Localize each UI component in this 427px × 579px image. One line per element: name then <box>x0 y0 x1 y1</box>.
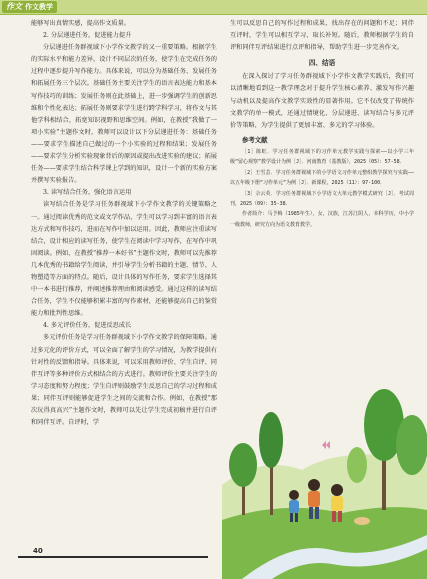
footer-rule <box>18 556 208 558</box>
paragraph: 在深入探讨了学习任务群视域下小学作文教学实践后，我们可以清晰地看到这一教学理念对于提升学生核心素养、激发写作兴趣与动机以及提高作文教学实效性的显著作用。它不仅改变了传统作文教学的单一模式，还通过情境化、分层递进、读写结合与多元评价等策略，为学生提供了更加丰富、多元的学习体验。 <box>230 73 414 129</box>
paragraph: 多元评价任务是学习任务群视域下小学作文教学的保障策略。通过多元化的评价方式，可以全面了解学生的学习情况，为教学提供有针对性的反馈和指导。具体来说，可以采用教师评价、学生自评、同伴互评等多种评价方式相结合的方式进行。教师评价主要关注学生的学习态度和努力程度；学生自评则鼓励学生反思自己的学习过程和成果；同伴互评则能够促进学生之间的交流和合作。例如，在教授“那次玩得真高兴”主题作文时，教师可以先让学生完成初稿并进行自评和同伴互评。自评时，学 <box>31 334 217 427</box>
header-rule <box>0 14 427 15</box>
column-name: 作文教学 <box>25 3 53 11</box>
paragraph: 生可以反思自己的写作过程和成果，找出存在的问题和不足；同伴互评时，学生可以相互学习、取长补短。随后，教师根据学生的自评和同伴互评结果进行点评和指导，帮助学生进一步完善作文。 <box>230 20 414 52</box>
logo-big-text: 作文 <box>6 2 22 11</box>
references-title: 参考文献 <box>242 135 268 144</box>
reference-item: ［1］陈虹．学习任务群视域下的习作单元教学实践与探索——以小学三年级“留心观察”教学设计为例［J］．河南教育（基教版），2025（05）：57-58． <box>230 148 414 166</box>
author-bio: 作者简介：马予梅（1985年生），女，汉族，江苏江阴人，本科学历，中小学一级教师，研究方向为语文教育教学。 <box>230 211 414 228</box>
reference-item: ［3］佘云英．学习任务群视域下小学语文大单元教学模式研究［J］．考试周刊，2025（09）：35-38． <box>230 190 414 207</box>
paragraph: 读写结合任务是学习任务群视域下小学作文教学的关键策略之一。通过阅读优秀的范文或文学作品，学生可以学习到丰富的语言表达方式和写作技巧，进而在写作中加以运用。因此，教师应注重读写结合，设计相应的读写任务，使学生在阅读中学习写作，在写作中巩固阅读。例如，在教授“推荐一本好书”主题作文时，教师可以先推荐几本优秀的书籍给学生阅读，并引导学生分析书籍的主题、情节、人物塑造等方面的特点。随后，设计具体的写作任务，要求学生选择其中一本书进行推荐，并阐述推荐理由和阅读感受。通过这样的读写结合任务，学生不仅能够积累丰富的写作素材，还能够提高自己的鉴赏能力和批判性思维。 <box>31 201 217 318</box>
section-title: 四、结语 <box>308 59 336 68</box>
right-column <box>230 18 414 230</box>
subheading: 4. 多元评价任务，促进反思成长 <box>43 322 132 330</box>
subheading: 3. 读写结合任务，强化语言运用 <box>43 189 132 197</box>
left-column <box>31 18 217 429</box>
paragraph: 分层递进任务群视域下小学作文教学的又一重要策略。根据学生的实际水平和能力差异，设计不同层次的任务，使学生在完成任务的过程中逐步提升写作能力。具体来说，可以分为基础任务、发展任务和拓展任务三个层次。基础任务主要关注学生的语言表达能力和基本写作技巧的训练；发展任务则在此基础上，进一步强调学生的创新思维和个性化表达；拓展任务则要求学生进行跨学科学习，将作文与其他学科相结合，拓宽知识视野和思维空间。例如，在教授“我做了一项小实验”主题作文时，教师可以设计以下分层递进任务：基础任务——要求学生描述自己做过的一个小实验的过程和结果；发展任务——要求学生分析实验现象背后的原因或提出改进实验的建议；拓展任务——要求学生结合科学课上学到的知识，设计一个新的实验方案并撰写实验报告。 <box>31 44 217 185</box>
decorative-illustration <box>222 335 427 579</box>
page-number: 40 <box>33 547 43 555</box>
subheading: 2. 分层递进任务，促进能力提升 <box>43 32 132 40</box>
dog <box>354 517 370 525</box>
header-band <box>0 0 427 14</box>
paragraph: 能够写出真情实感，提高作文质量。 <box>31 20 130 27</box>
journal-logo <box>2 1 57 13</box>
reference-item: ［2］王雪芸．学习任务群视域下的小学语文习作单元整组教学探究与实践——以五年级下册“习作单元”为例［J］．新课程，2025（11）：97-100． <box>230 169 414 187</box>
